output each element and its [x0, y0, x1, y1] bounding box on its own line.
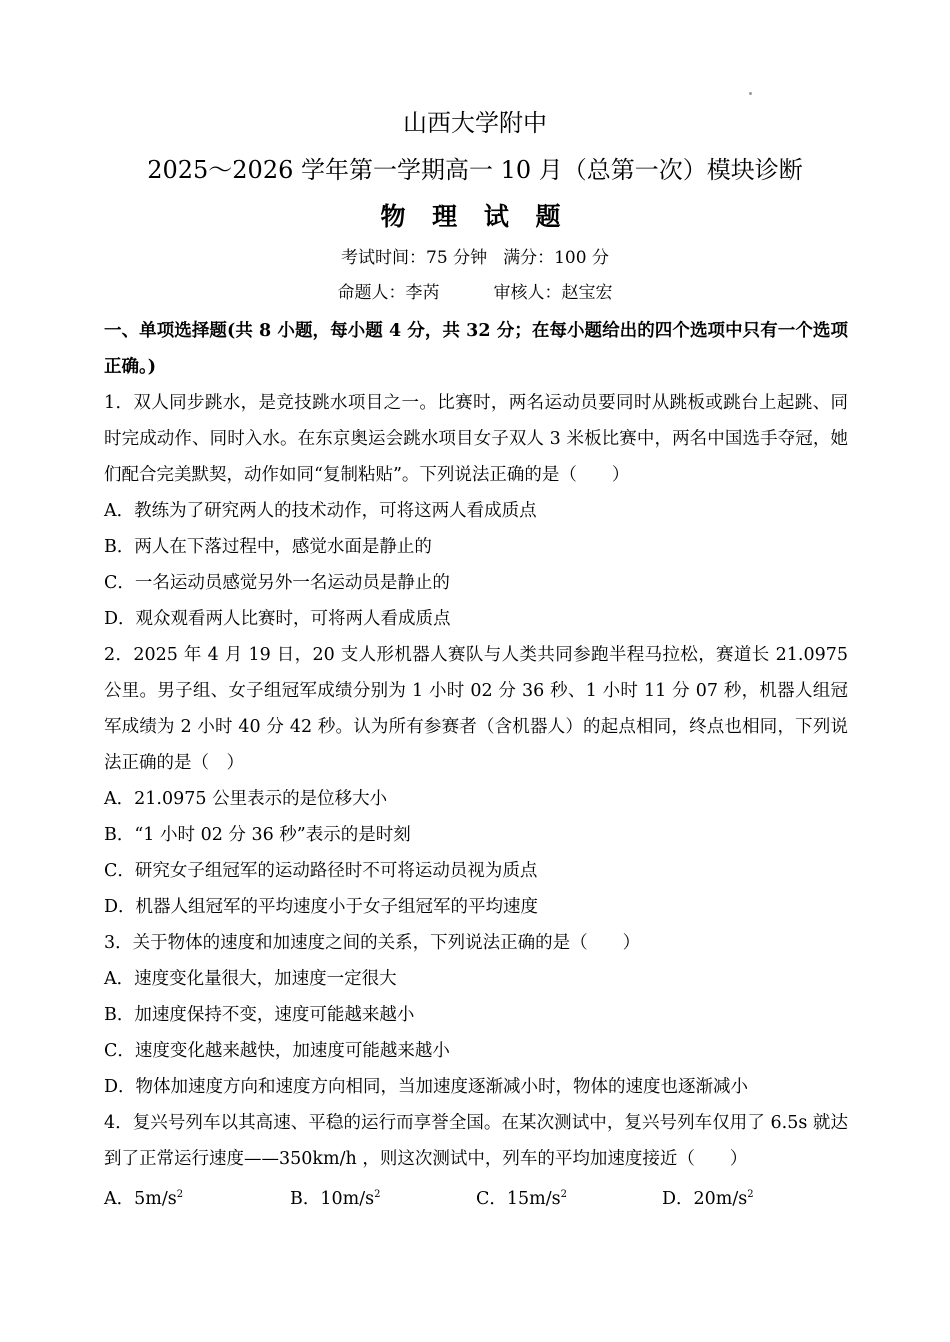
option-a: A．21.0975 公里表示的是位移大小 [104, 789, 388, 809]
option-b: B．加速度保持不变，速度可能越来越小 [104, 1005, 415, 1025]
option-d: D．$20m/s^2$ [662, 1189, 754, 1209]
exam-title: 2025～2026 学年第一学期高一 10 月（总第一次）模块诊断 [147, 156, 803, 184]
question-2 [104, 637, 848, 925]
question-stem: 3．关于物体的速度和加速度之间的关系，下列说法正确的是（ ） [104, 933, 641, 953]
option-b: B．$10m/s^2$ [290, 1189, 381, 1209]
question-reviewer: 审核人：赵宝宏 [493, 283, 613, 303]
question-1 [104, 385, 848, 637]
exam-authors [0, 280, 950, 306]
option-b: B．“1 小时 02 分 36 秒”表示的是时刻 [104, 825, 411, 845]
option-d: D．观众观看两人比赛时，可将两人看成质点 [104, 609, 451, 629]
subject-title: 物 理 试 题 [380, 202, 570, 231]
question-stem: 4．复兴号列车以其高速、平稳的运行而享誉全国。在某次测试中，复兴号列车仅用了 6.5s 就达到了正常运行速度——350km/h ，则这次测试中，列车的平均加速度接近（ ） [104, 1113, 848, 1169]
question-setter: 命题人：李芮 [337, 283, 440, 303]
option-c: C．速度变化越来越快，加速度可能越来越小 [104, 1041, 450, 1061]
option-row [104, 1181, 848, 1217]
option-c: C．一名运动员感觉另外一名运动员是静止的 [104, 573, 450, 593]
option-d: D．物体加速度方向和速度方向相同，当加速度逐渐减小时，物体的速度也逐渐减小 [104, 1077, 749, 1097]
exam-content [104, 313, 848, 1217]
option-b: B．两人在下落过程中，感觉水面是静止的 [104, 537, 432, 557]
exam-time: 考试时间：75 分钟 [341, 248, 488, 268]
question-stem: 2．2025 年 4 月 19 日，20 支人形机器人赛队与人类共同参跑半程马拉松，赛道长 21.0975 公里。男子组、女子组冠军成绩分别为 1 小时 02 分 36 秒、1 小时 11 分 07 秒，机器人组冠军成绩为 2 小时 40 分 42 秒。认为所有参赛者（含机器人）的起点相同，终点也相同，下列说法正确的是（ ） [104, 645, 848, 773]
question-stem: 1．双人同步跳水，是竞技跳水项目之一。比赛时，两名运动员要同时从跳板或跳台上起跳、同时完成动作、同时入水。在东京奥运会跳水项目女子双人 3 米板比赛中，两名中国选手夺冠，她们配合完美默契，动作如同“复制粘贴”。下列说法正确的是（ ） [104, 393, 848, 485]
school-name: 山西大学附中 [403, 109, 547, 137]
exam-info [0, 245, 950, 271]
option-c: C．$15m/s^2$ [476, 1189, 568, 1209]
scan-dot [749, 92, 752, 95]
question-4 [104, 1105, 848, 1217]
option-a: A．速度变化量很大，加速度一定很大 [104, 969, 397, 989]
option-a: A．教练为了研究两人的技术动作，可将这两人看成质点 [104, 501, 537, 521]
section-heading: 一、单项选择题(共 8 小题，每小题 4 分，共 32 分；在每小题给出的四个选项中只有一个选项正确。) [104, 321, 848, 377]
exam-score: 满分：100 分 [503, 248, 609, 268]
option-c: C．研究女子组冠军的运动路径时不可将运动员视为质点 [104, 861, 538, 881]
option-d: D．机器人组冠军的平均速度小于女子组冠军的平均速度 [104, 897, 539, 917]
question-3 [104, 925, 848, 1105]
option-a: A．$5m/s^2$ [104, 1189, 184, 1209]
